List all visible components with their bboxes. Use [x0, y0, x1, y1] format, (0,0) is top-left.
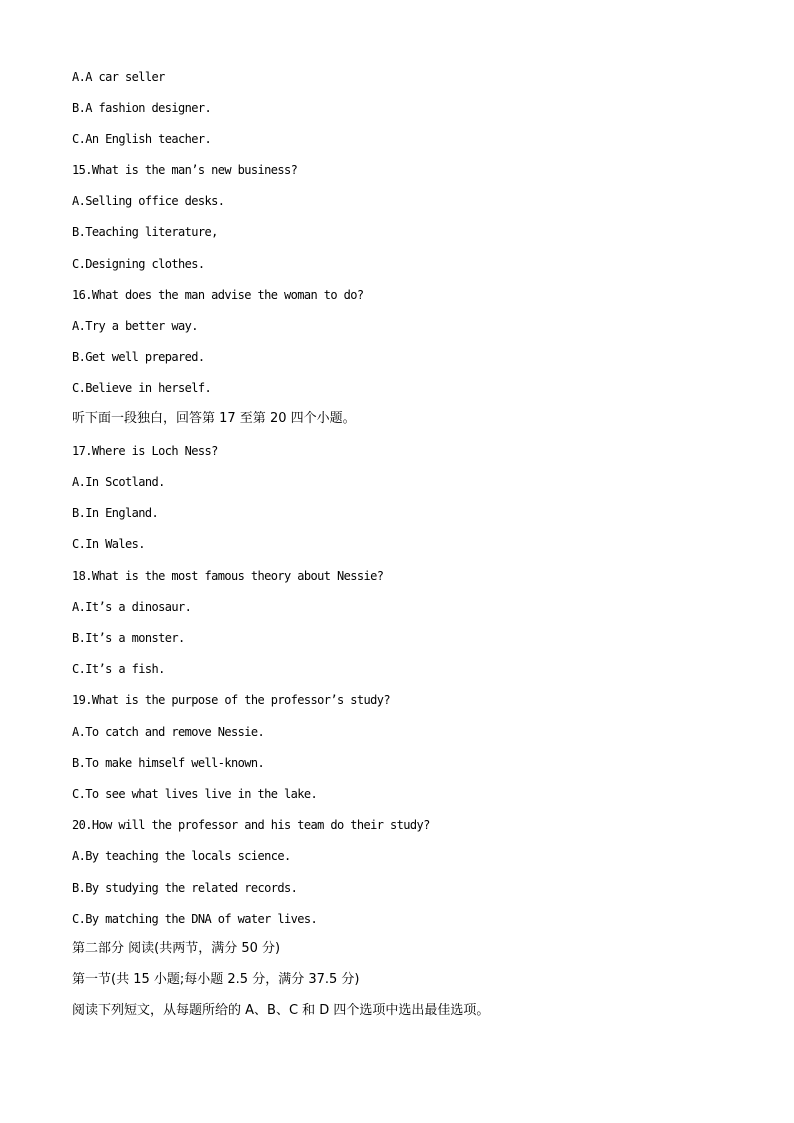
q14-option-b: B.A fashion designer. [72, 101, 212, 115]
question-18: 18.What is the most famous theory about Nessie? [72, 569, 384, 583]
q20-option-b: B.By studying the related records. [72, 881, 298, 895]
q16-option-a: A.Try a better way. [72, 319, 198, 333]
q19-option-a: A.To catch and remove Nessie. [72, 725, 265, 739]
section-instruction-monologue: 听下面一段独白，回答第 17 至第 20 四个小题。 [72, 411, 356, 426]
reading-instruction: 阅读下列短文，从每题所给的 A、B、C 和 D 四个选项中选出最佳选项。 [72, 1003, 490, 1018]
q19-option-c: C.To see what lives live in the lake. [72, 787, 318, 801]
q17-option-a: A.In Scotland. [72, 475, 165, 489]
part-two-heading: 第二部分 阅读(共两节，满分 50 分) [72, 941, 281, 956]
section-one-heading: 第一节(共 15 小题;每小题 2.5 分，满分 37.5 分) [72, 972, 360, 987]
question-15: 15.What is the man’s new business? [72, 163, 298, 177]
q18-option-b: B.It’s a monster. [72, 631, 185, 645]
q15-option-b: B.Teaching literature, [72, 225, 218, 239]
q14-option-a: A.A car seller [72, 70, 165, 84]
q14-option-c: C.An English teacher. [72, 132, 212, 146]
q16-option-b: B.Get well prepared. [72, 350, 205, 364]
q18-option-a: A.It’s a dinosaur. [72, 600, 192, 614]
q17-option-c: C.In Wales. [72, 537, 145, 551]
question-20: 20.How will the professor and his team do their study? [72, 818, 430, 832]
q19-option-b: B.To make himself well-known. [72, 756, 265, 770]
question-19: 19.What is the purpose of the professor’s study? [72, 693, 390, 707]
question-17: 17.Where is Loch Ness? [72, 444, 218, 458]
q20-option-c: C.By matching the DNA of water lives. [72, 912, 318, 926]
q15-option-a: A.Selling office desks. [72, 194, 225, 208]
q15-option-c: C.Designing clothes. [72, 257, 205, 271]
question-16: 16.What does the man advise the woman to do? [72, 288, 364, 302]
q17-option-b: B.In England. [72, 506, 159, 520]
q16-option-c: C.Believe in herself. [72, 381, 212, 395]
q18-option-c: C.It’s a fish. [72, 662, 165, 676]
q20-option-a: A.By teaching the locals science. [72, 849, 291, 863]
